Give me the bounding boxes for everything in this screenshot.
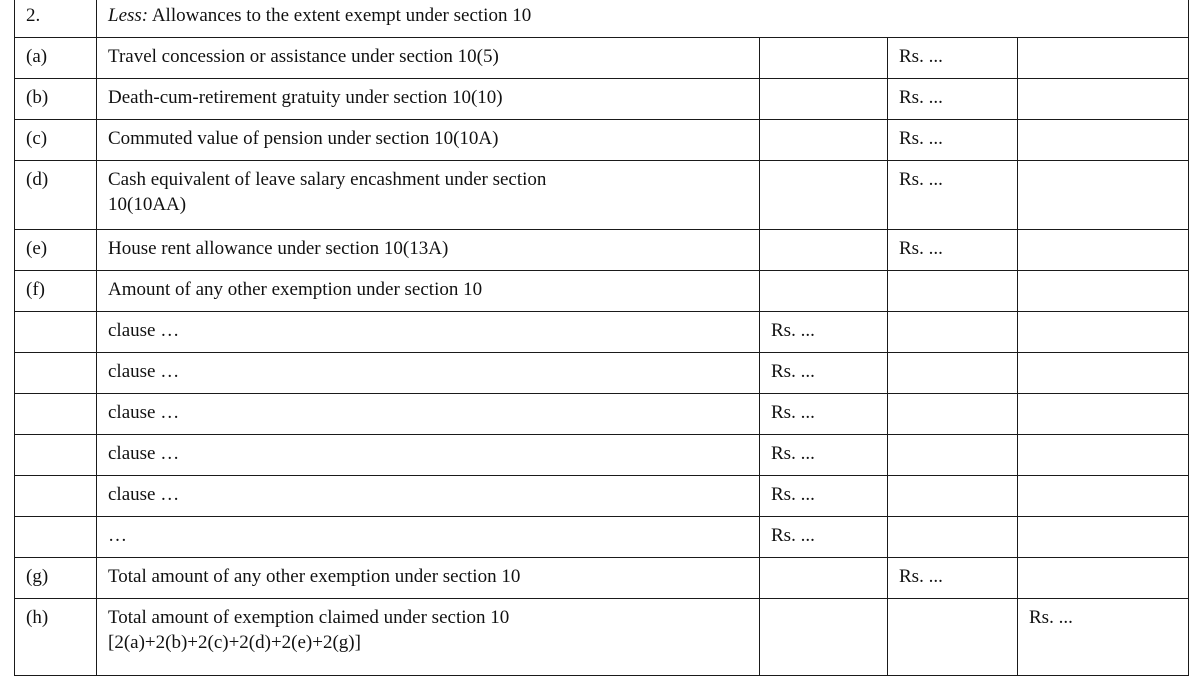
section-header-row	[15, 0, 1189, 38]
amount-cell-col3	[1018, 558, 1189, 599]
amount-cell-col2: Rs. ...	[888, 558, 1018, 599]
section-heading	[97, 0, 1189, 38]
table-row	[15, 271, 1189, 312]
row-description	[97, 38, 760, 79]
row-description	[97, 435, 760, 476]
amount-cell-col1	[760, 120, 888, 161]
row-description-line: [2(a)+2(b)+2(c)+2(d)+2(e)+2(g)]	[108, 632, 361, 653]
row-description-line: Cash equivalent of leave salary encashment under section	[108, 169, 547, 190]
amount-cell-col2: Rs. ...	[888, 79, 1018, 120]
row-label	[15, 312, 97, 353]
amount-cell-col3	[1018, 79, 1189, 120]
section-number: 2.	[15, 0, 97, 38]
row-description	[97, 79, 760, 120]
row-description	[97, 558, 760, 599]
row-description	[97, 312, 760, 353]
row-label: (c)	[15, 120, 97, 161]
row-description	[97, 161, 760, 230]
amount-cell-col1	[760, 271, 888, 312]
row-label: (b)	[15, 79, 97, 120]
row-description-line: Total amount of any other exemption under section 10	[108, 566, 521, 587]
row-label	[15, 394, 97, 435]
table-row	[15, 517, 1189, 558]
row-label: (a)	[15, 38, 97, 79]
amount-cell-col2: Rs. ...	[888, 38, 1018, 79]
row-description	[97, 271, 760, 312]
amount-cell-col1: Rs. ...	[760, 312, 888, 353]
row-description-line: …	[108, 525, 127, 546]
row-label	[15, 476, 97, 517]
row-description-line: House rent allowance under section 10(13A)	[108, 238, 449, 259]
table-row	[15, 394, 1189, 435]
amount-cell-col2	[888, 476, 1018, 517]
row-label	[15, 353, 97, 394]
amount-cell-col3	[1018, 517, 1189, 558]
table-row	[15, 599, 1189, 676]
amount-cell-col3	[1018, 38, 1189, 79]
amount-cell-col3	[1018, 353, 1189, 394]
row-label: (g)	[15, 558, 97, 599]
row-description	[97, 353, 760, 394]
table-row	[15, 435, 1189, 476]
amount-cell-col1	[760, 79, 888, 120]
row-description-line: clause …	[108, 320, 180, 341]
amount-cell-col2	[888, 394, 1018, 435]
table-row	[15, 79, 1189, 120]
amount-cell-col2	[888, 271, 1018, 312]
amount-cell-col1	[760, 230, 888, 271]
amount-cell-col1	[760, 558, 888, 599]
amount-cell-col1	[760, 38, 888, 79]
amount-cell-col2	[888, 435, 1018, 476]
amount-cell-col3	[1018, 394, 1189, 435]
amount-cell-col1: Rs. ...	[760, 435, 888, 476]
row-description-line: clause …	[108, 484, 180, 505]
row-description	[97, 394, 760, 435]
amount-cell-col1: Rs. ...	[760, 353, 888, 394]
row-description-line: Death-cum-retirement gratuity under section 10(10)	[108, 87, 503, 108]
row-description-line: clause …	[108, 402, 180, 423]
row-description-line: clause …	[108, 443, 180, 464]
table-body	[15, 38, 1189, 676]
amount-cell-col1	[760, 161, 888, 230]
amount-cell-col3	[1018, 161, 1189, 230]
row-description	[97, 517, 760, 558]
row-description-line: Amount of any other exemption under section 10	[108, 279, 483, 300]
row-description-line: Total amount of exemption claimed under section 10	[108, 607, 510, 628]
table-row	[15, 38, 1189, 79]
table-row	[15, 230, 1189, 271]
amount-cell-col1: Rs. ...	[760, 394, 888, 435]
table-row	[15, 476, 1189, 517]
row-label: (f)	[15, 271, 97, 312]
row-description-line: Travel concession or assistance under section 10(5)	[108, 46, 499, 67]
row-label	[15, 517, 97, 558]
row-label: (e)	[15, 230, 97, 271]
row-description	[97, 120, 760, 161]
table-row	[15, 353, 1189, 394]
amount-cell-col2: Rs. ...	[888, 161, 1018, 230]
amount-cell-col3	[1018, 271, 1189, 312]
amount-cell-col1	[760, 599, 888, 676]
row-description	[97, 599, 760, 676]
amount-cell-col2	[888, 312, 1018, 353]
row-label	[15, 435, 97, 476]
amount-cell-col1: Rs. ...	[760, 476, 888, 517]
amount-cell-col2: Rs. ...	[888, 230, 1018, 271]
table-row	[15, 558, 1189, 599]
section-heading-text: Allowances to the extent exempt under section 10	[151, 5, 532, 26]
amount-cell-col1: Rs. ...	[760, 517, 888, 558]
table-row	[15, 120, 1189, 161]
row-description-line: 10(10AA)	[108, 194, 187, 215]
amount-cell-col3	[1018, 120, 1189, 161]
table-row	[15, 312, 1189, 353]
amount-cell-col3	[1018, 312, 1189, 353]
row-description	[97, 230, 760, 271]
amount-cell-col2	[888, 599, 1018, 676]
row-description-line: Commuted value of pension under section 10(10A)	[108, 128, 499, 149]
amount-cell-col3	[1018, 230, 1189, 271]
row-label: (h)	[15, 599, 97, 676]
less-label: Less:	[108, 5, 149, 26]
amount-cell-col2	[888, 517, 1018, 558]
exemption-table	[14, 0, 1189, 676]
amount-cell-col2	[888, 353, 1018, 394]
row-description-line: clause …	[108, 361, 180, 382]
row-description	[97, 476, 760, 517]
amount-cell-col3: Rs. ...	[1018, 599, 1189, 676]
amount-cell-col2: Rs. ...	[888, 120, 1018, 161]
amount-cell-col3	[1018, 476, 1189, 517]
table-row	[15, 161, 1189, 230]
amount-cell-col3	[1018, 435, 1189, 476]
row-label: (d)	[15, 161, 97, 230]
